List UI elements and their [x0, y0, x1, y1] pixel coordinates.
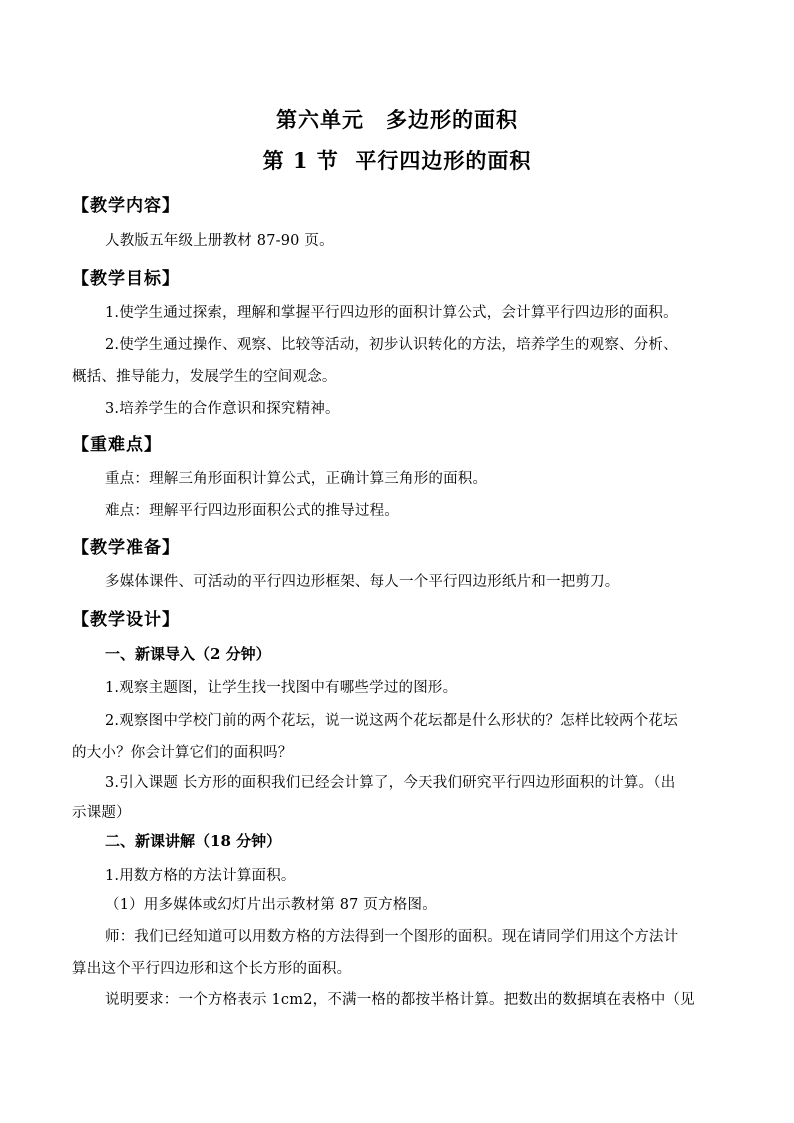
key-point: 重点：理解三角形面积计算公式，正确计算三角形的面积。	[105, 471, 488, 487]
requirement-line: 说明要求：一个方格表示 1cm2，不满一格的都按半格计算。把数出的数据填在表格中（见	[105, 992, 695, 1008]
heading-teaching-design: 【教学设计】	[72, 610, 180, 630]
part-1-title: 一、新课导入（2 分钟）	[105, 645, 271, 663]
heading-key-difficult-points: 【重难点】	[72, 435, 162, 455]
part-1-step-2-line-2: 的大小？你会计算它们的面积吗？	[72, 745, 293, 761]
part-2-title: 二、新课讲解（18 分钟）	[105, 832, 282, 850]
heading-teaching-preparation: 【教学准备】	[72, 538, 180, 558]
part-1-step-1: 1.观察主题图，让学生找一找图中有哪些学过的图形。	[105, 680, 458, 696]
part-2-step-1-1: （1）用多媒体或幻灯片出示教材第 87 页方格图。	[105, 897, 437, 913]
difficult-point: 难点：理解平行四边形面积公式的推导过程。	[105, 503, 399, 519]
part-1-step-3-line-2: 示课题）	[72, 805, 131, 821]
teacher-line-2: 算出这个平行四边形和这个长方形的面积。	[72, 961, 352, 977]
prep-text: 多媒体课件、可活动的平行四边形框架、每人一个平行四边形纸片和一把剪刀。	[105, 574, 620, 590]
goal-2-line-2: 概括、推导能力，发展学生的空间观念。	[72, 369, 337, 385]
goal-2-line-1: 2.使学生通过操作、观察、比较等活动，初步认识转化的方法，培养学生的观察、分析、	[105, 337, 678, 353]
part-1-step-2-line-1: 2.观察图中学校门前的两个花坛，说一说这两个花坛都是什么形状的？怎样比较两个花坛	[105, 713, 678, 729]
part-1-step-3-line-1: 3.引入课题 长方形的面积我们已经会计算了，今天我们研究平行四边形面积的计算。（出	[105, 775, 676, 791]
goal-1: 1.使学生通过探索，理解和掌握平行四边形的面积计算公式，会计算平行四边形的面积。	[105, 305, 678, 321]
unit-title: 第六单元 多边形的面积	[276, 107, 518, 132]
content-text: 人教版五年级上册教材 87-90 页。	[105, 233, 334, 249]
part-2-step-1: 1.用数方格的方法计算面积。	[105, 868, 296, 884]
goal-3: 3.培养学生的合作意识和探究精神。	[105, 401, 340, 417]
section-title: 第 1 节 平行四边形的面积	[262, 148, 532, 173]
teacher-line-1: 师：我们已经知道可以用数方格的方法得到一个图形的面积。现在请同学们用这个方法计	[105, 929, 679, 945]
heading-teaching-content: 【教学内容】	[72, 196, 180, 216]
heading-teaching-goals: 【教学目标】	[72, 269, 180, 289]
